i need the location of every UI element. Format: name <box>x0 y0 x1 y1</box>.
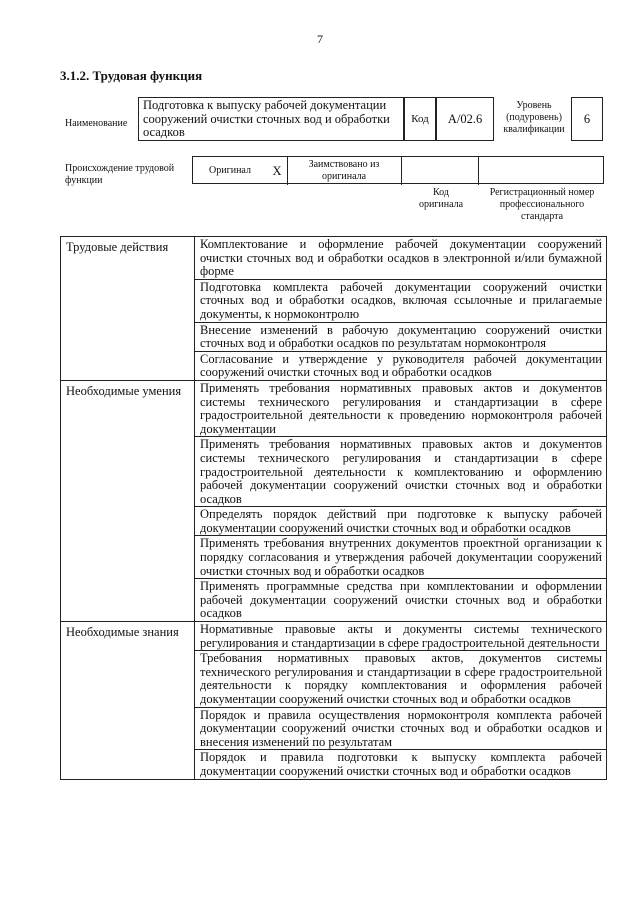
row-item: Подготовка комплекта рабочей документации сооружений очистки сточных вод и обработки осадков, включая ссылочные и прилагаемые документы, к нормоконтролю <box>195 279 607 322</box>
divider <box>401 157 402 185</box>
original-label: Оригинал <box>209 165 251 176</box>
name-label: Наименование <box>65 118 128 129</box>
row-category: Необходимые умения <box>61 380 195 621</box>
function-table-body <box>61 237 607 780</box>
row-item: Комплектование и оформление рабочей документации сооружений очистки сточных вод и обработки осадков в электронной и/или бумажной форме <box>195 237 607 280</box>
borrowed-label: Заимствовано из оригинала <box>308 159 380 182</box>
function-name-field <box>138 97 404 141</box>
row-item: Порядок и правила осуществления нормоконтроля комплекта рабочей документации сооружений очистки сточных вод и обработки осадков и внесения изменений по результатам <box>195 707 607 750</box>
function-name-value: Подготовка к выпуску рабочей документации сооружений очистки сточных вод и обработки осадков <box>143 98 390 139</box>
table-row <box>61 622 607 651</box>
original-mark: X <box>267 157 288 185</box>
row-item: Порядок и правила подготовки к выпуску комплекта рабочей документации сооружений очистки сточных вод и обработки осадков <box>195 750 607 779</box>
code-original-label: Код оригинала <box>418 187 464 210</box>
table-row <box>61 380 607 436</box>
row-item: Применять требования нормативных правовых актов и документов системы технического регулирования и стандартизации в сфере градостроительной деятельности к проведению нормоконтроля рабочей документации <box>195 380 607 436</box>
origin-table <box>192 156 604 184</box>
row-item: Требования нормативных правовых актов, документов системы технического регулирования и стандартизации в сфере градостроительной деятельности к порядку комплектования и оформления рабочей документации сооружений очистки сточных вод и обработки осадков <box>195 651 607 707</box>
level-value: 6 <box>571 97 603 141</box>
code-label: Код <box>404 97 436 141</box>
row-category: Необходимые знания <box>61 622 195 780</box>
row-item: Применять программные средства при комплектовании и оформлении рабочей документации сооружений очистки сточных вод и обработки осадков <box>195 579 607 622</box>
level-label: Уровень (подуровень) квалификации <box>503 100 565 135</box>
table-row <box>61 237 607 280</box>
row-category: Трудовые действия <box>61 237 195 381</box>
row-item: Нормативные правовые акты и документы системы технического регулирования и стандартизации в сфере градостроительной деятельности <box>195 622 607 651</box>
origin-label: Происхождение трудовой функции <box>65 163 175 186</box>
row-item: Применять требования внутренних документов проектной организации к порядку согласования и утверждения рабочей документации сооружений очистки сточных вод и обработки осадков <box>195 536 607 579</box>
page-number: 7 <box>317 32 323 46</box>
row-item: Применять требования нормативных правовых актов и документов системы технического регулирования и стандартизации в сфере градостроительной деятельности к комплектованию и оформлению рабочей документации сооружений очистки сточных вод и обработки осадков <box>195 437 607 507</box>
row-item: Внесение изменений в рабочую документацию сооружений очистки сточных вод и обработки осадков по результатам нормоконтроля <box>195 322 607 351</box>
section-title: 3.1.2. Трудовая функция <box>60 68 203 83</box>
divider <box>478 157 479 185</box>
row-item: Согласование и утверждение у руководителя рабочей документации сооружений очистки сточных вод и обработки осадков <box>195 351 607 380</box>
function-table <box>60 236 607 780</box>
reg-number-label: Регистрационный номер профессионального стандарта <box>489 187 595 222</box>
code-value: A/02.6 <box>436 97 494 141</box>
row-item: Определять порядок действий при подготовке к выпуску рабочей документации сооружений очистки сточных вод и обработки осадков <box>195 507 607 536</box>
